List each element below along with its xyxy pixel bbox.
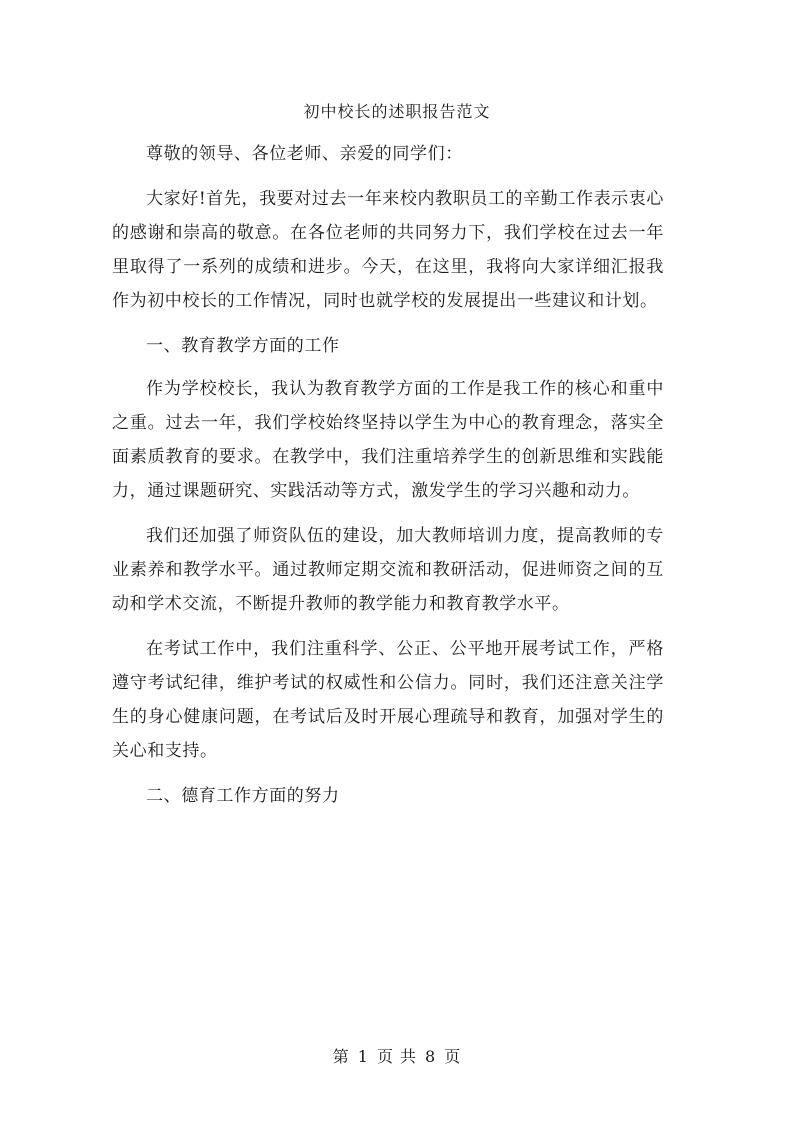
footer-current-page: 1 bbox=[357, 1047, 369, 1066]
teaching-paragraph-1: 作为学校校长，我认为教育教学方面的工作是我工作的核心和重中之重。过去一年，我们学校始终坚持以学生为中心的教育理念，落实全面素质教育的要求。在教学中，我们注重培养学生的创新思维和实践能力，通过课题研究、实践活动等方式，激发学生的学习兴趣和动力。 bbox=[112, 379, 664, 501]
document-body bbox=[112, 137, 664, 822]
section-heading-moral: 二、德育工作方面的努力 bbox=[146, 786, 340, 806]
footer-suffix: 页 bbox=[444, 1047, 462, 1066]
page-number-footer bbox=[0, 1045, 794, 1069]
section-heading-teaching: 一、教育教学方面的工作 bbox=[146, 336, 340, 356]
footer-prefix: 第 bbox=[332, 1047, 350, 1066]
footer-middle: 页 共 bbox=[376, 1047, 418, 1066]
salutation-paragraph: 尊敬的领导、各位老师、亲爱的同学们： bbox=[146, 144, 463, 164]
teaching-paragraph-2: 我们还加强了师资队伍的建设，加大教师培训力度，提高教师的专业素养和教学水平。通过教师定期交流和教研活动，促进师资之间的互动和学术交流，不断提升教师的教学能力和教育教学水平。 bbox=[112, 526, 664, 614]
document-title: 初中校长的述职报告范文 bbox=[303, 102, 491, 121]
exam-paragraph: 在考试工作中，我们注重科学、公正、公平地开展考试工作，严格遵守考试纪律，维护考试的权威性和公信力。同时，我们还注意关注学生的身心健康问题，在考试后及时开展心理疏导和教育，加强对学生的关心和支持。 bbox=[112, 639, 664, 761]
intro-paragraph: 大家好!首先，我要对过去一年来校内教职员工的辛勤工作表示衷心的感谢和崇高的敬意。在各位老师的共同努力下，我们学校在过去一年里取得了一系列的成绩和进步。今天，在这里，我将向大家详细汇报我作为初中校长的工作情况，同时也就学校的发展提出一些建议和计划。 bbox=[112, 189, 664, 311]
footer-total-pages: 8 bbox=[425, 1047, 437, 1066]
